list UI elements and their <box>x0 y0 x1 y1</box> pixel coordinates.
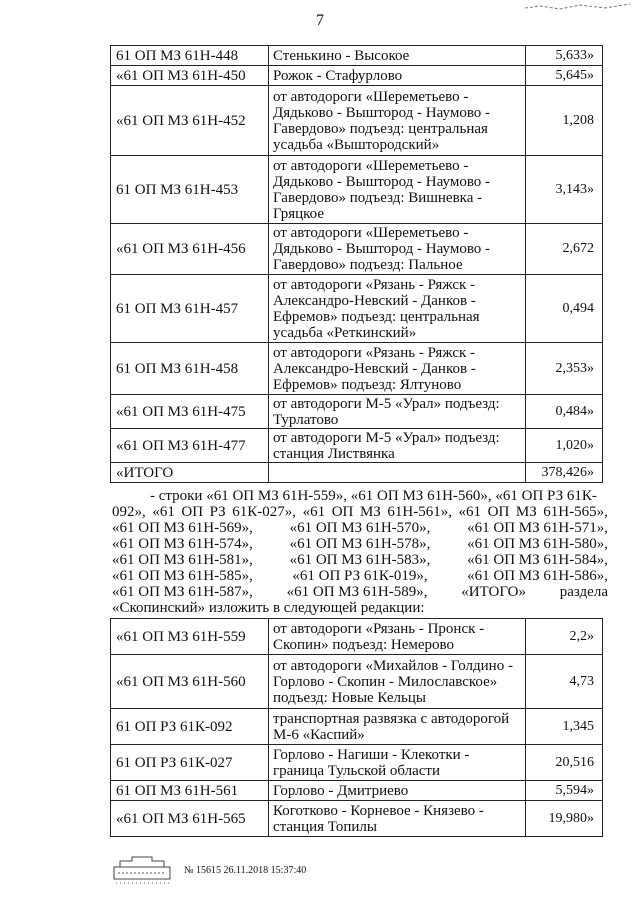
text-fragment: РЗ <box>209 504 226 520</box>
road-description: от автодороги «Рязань - Ряжск - Александро-Невский - Данков - Ефремов» подъезд: Ялтуново <box>269 343 526 395</box>
road-code: «61 ОП МЗ 61Н-559 <box>111 619 269 655</box>
text-fragment: «61 ОП МЗ 61Н-571», <box>467 520 608 536</box>
road-length: 1,208 <box>526 86 603 156</box>
paragraph-line: - строки «61 ОП МЗ 61Н-559», «61 ОП МЗ 61Н-560», «61 ОП РЗ 61К- <box>150 488 597 504</box>
paragraph-line <box>112 520 608 536</box>
total-length: 378,426» <box>526 463 603 483</box>
road-code: 61 ОП МЗ 61Н-453 <box>111 156 269 224</box>
text-fragment: 61Н-565», <box>543 504 608 520</box>
road-code: «61 ОП МЗ 61Н-456 <box>111 224 269 275</box>
roads-table-2 <box>110 618 603 837</box>
road-description: от автодороги М-5 «Урал» подъезд: Турлатово <box>269 395 526 429</box>
table-row <box>111 86 603 156</box>
road-length: 2,672 <box>526 224 603 275</box>
table-row <box>111 781 603 801</box>
road-description: от автодороги «Михайлов - Голдино - Горлово - Скопин - Милославское» подъезд: Новые Кельцы <box>269 655 526 709</box>
road-length: 19,980» <box>526 801 603 837</box>
paragraph-line <box>112 568 608 584</box>
text-fragment: «61 ОП МЗ 61Н-581», <box>112 552 253 568</box>
text-fragment: «61 ОП МЗ 61Н-589», <box>286 584 428 600</box>
scan-mark-icon <box>520 2 640 12</box>
road-length: 1,020» <box>526 429 603 463</box>
text-fragment: «61 ОП МЗ 61Н-574», <box>112 536 253 552</box>
road-description: от автодороги «Шереметьево - Дядьково - Выштород - Наумово - Гавердово» подъезд: центральная усадьба «Выштородский» <box>269 86 526 156</box>
road-length: 5,645» <box>526 66 603 86</box>
text-fragment: «61 <box>458 504 482 520</box>
registration-number: № 15615 26.11.2018 15:37:40 <box>184 865 307 876</box>
table-row <box>111 745 603 781</box>
road-description <box>269 463 526 483</box>
road-code: 61 ОП МЗ 61Н-561 <box>111 781 269 801</box>
road-length: 5,633» <box>526 46 603 66</box>
table-row <box>111 619 603 655</box>
table-row <box>111 801 603 837</box>
text-fragment: 61Н-561», <box>387 504 452 520</box>
table-row <box>111 343 603 395</box>
road-code: «61 ОП МЗ 61Н-452 <box>111 86 269 156</box>
road-length: 2,2» <box>526 619 603 655</box>
paragraph-line <box>112 584 608 600</box>
road-code: 61 ОП МЗ 61Н-458 <box>111 343 269 395</box>
table-row <box>111 66 603 86</box>
table-row <box>111 224 603 275</box>
text-fragment: «61 ОП МЗ 61Н-586», <box>467 568 608 584</box>
paragraph-line: «Скопинский» изложить в следующей редакции: <box>112 600 425 616</box>
road-code: 61 ОП РЗ 61К-027 <box>111 745 269 781</box>
road-description: от автодороги «Рязань - Пронск - Скопин» подъезд: Немерово <box>269 619 526 655</box>
road-length: 5,594» <box>526 781 603 801</box>
road-code: «61 ОП МЗ 61Н-560 <box>111 655 269 709</box>
page-number: 7 <box>316 12 324 29</box>
text-fragment: МЗ <box>515 504 537 520</box>
table-row <box>111 655 603 709</box>
road-code: «61 ОП МЗ 61Н-450 <box>111 66 269 86</box>
road-description: транспортная развязка с автодорогой М-6 «Каспий» <box>269 709 526 745</box>
text-fragment: ОП <box>331 504 354 520</box>
text-fragment: 092», <box>112 504 146 520</box>
text-fragment: «61 ОП РЗ 61К-019», <box>292 568 428 584</box>
road-description: Стенькино - Высокое <box>269 46 526 66</box>
paragraph-line <box>112 536 608 552</box>
road-code: 61 ОП МЗ 61Н-448 <box>111 46 269 66</box>
table-row <box>111 709 603 745</box>
road-code: 61 ОП МЗ 61Н-457 <box>111 275 269 343</box>
paragraph-line <box>112 552 608 568</box>
road-length: 2,353» <box>526 343 603 395</box>
road-description: Горлово - Дмитриево <box>269 781 526 801</box>
road-length: 1,345 <box>526 709 603 745</box>
road-description: от автодороги М-5 «Урал» подъезд: станция Листвянка <box>269 429 526 463</box>
road-code: «61 ОП МЗ 61Н-475 <box>111 395 269 429</box>
road-description: Рожок - Стафурлово <box>269 66 526 86</box>
road-description: от автодороги «Шереметьево - Дядьково - Выштород - Наумово - Гавердово» подъезд: Пальное <box>269 224 526 275</box>
road-length: 20,516 <box>526 745 603 781</box>
table-total-row <box>111 463 603 483</box>
total-label: «ИТОГО <box>111 463 269 483</box>
paragraph-line <box>112 504 608 520</box>
text-fragment: «61 ОП МЗ 61Н-570», <box>289 520 431 536</box>
text-fragment: ОП <box>181 504 204 520</box>
text-fragment: ОП <box>487 504 510 520</box>
text-fragment: МЗ <box>359 504 381 520</box>
road-description: от автодороги «Рязань - Ряжск - Александро-Невский - Данков - Ефремов» подъезд: центральная усадьба «Реткинский» <box>269 275 526 343</box>
text-fragment: 61К-027», <box>232 504 297 520</box>
table-row <box>111 46 603 66</box>
text-fragment: «61 ОП МЗ 61Н-584», <box>467 552 608 568</box>
text-fragment: «61 ОП МЗ 61Н-578», <box>289 536 431 552</box>
text-fragment: «61 ОП МЗ 61Н-580», <box>467 536 608 552</box>
text-fragment: «61 ОП МЗ 61Н-585», <box>112 568 253 584</box>
text-fragment: раздела <box>559 584 608 600</box>
table-row <box>111 275 603 343</box>
table-row <box>111 395 603 429</box>
road-length: 3,143» <box>526 156 603 224</box>
document-footer <box>112 853 372 893</box>
text-fragment: «61 ОП МЗ 61Н-569», <box>112 520 253 536</box>
road-code: 61 ОП РЗ 61К-092 <box>111 709 269 745</box>
table-row <box>111 156 603 224</box>
road-code: «61 ОП МЗ 61Н-565 <box>111 801 269 837</box>
table-row <box>111 429 603 463</box>
road-length: 0,494 <box>526 275 603 343</box>
text-fragment: «61 <box>302 504 326 520</box>
road-description: Коготково - Корневое - Князево - станция Топилы <box>269 801 526 837</box>
registration-stamp-icon <box>112 853 174 887</box>
text-fragment: «61 ОП МЗ 61Н-587», <box>112 584 253 600</box>
road-description: Горлово - Нагиши - Клекотки - граница Тульской области <box>269 745 526 781</box>
text-fragment: «61 ОП МЗ 61Н-583», <box>289 552 431 568</box>
text-fragment: «61 <box>152 504 175 520</box>
road-length: 4,73 <box>526 655 603 709</box>
road-description: от автодороги «Шереметьево - Дядьково - Выштород - Наумово - Гавердово» подъезд: Вишневка - Гряцкое <box>269 156 526 224</box>
text-fragment: «ИТОГО» <box>461 584 526 600</box>
amendment-paragraph <box>112 488 608 616</box>
road-code: «61 ОП МЗ 61Н-477 <box>111 429 269 463</box>
road-length: 0,484» <box>526 395 603 429</box>
roads-table-1 <box>110 45 603 483</box>
